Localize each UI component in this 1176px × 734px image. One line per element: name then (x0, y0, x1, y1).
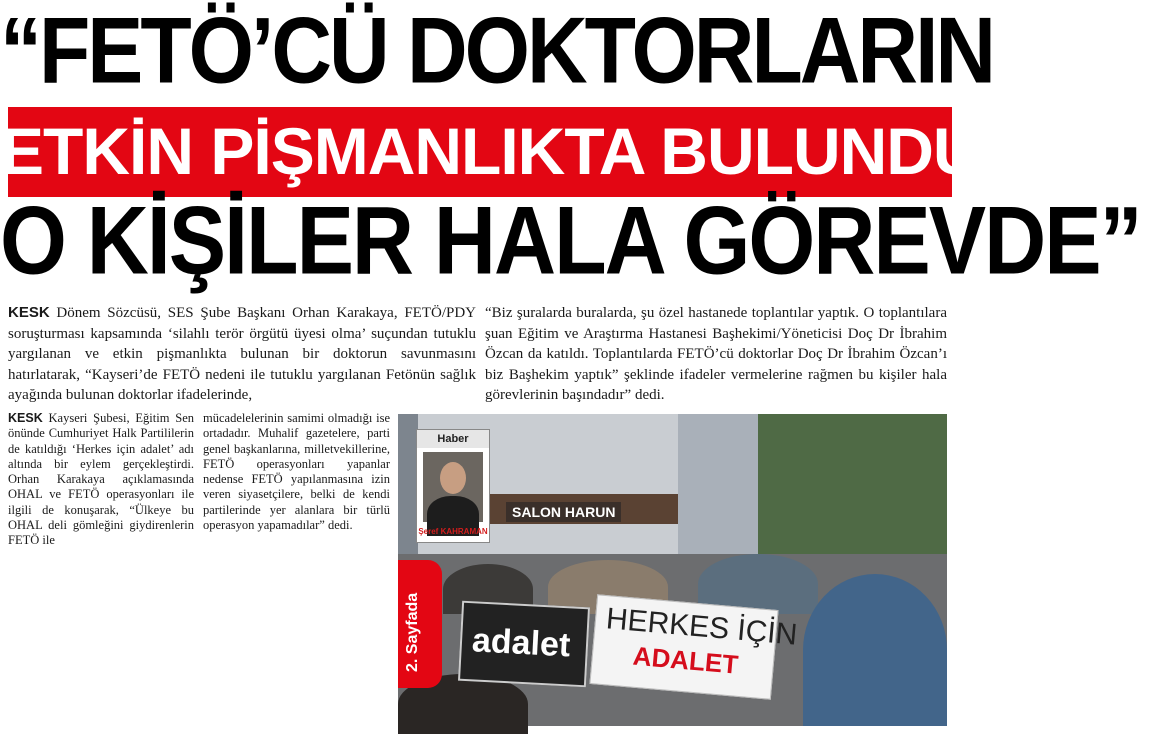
crowd-group-right (803, 574, 947, 726)
reporter-portrait (423, 452, 483, 522)
lead-right-text: “Biz şuralarda buralarda, şu özel hastanede toplantılar yaptık. O toplantılara şuan Eğitim ve Araştırma Hastanesi Başhekimi/Yöneticisi Doç Dr İbrahim Özcan da katıldı. Toplantılarda FETÖ’cü doktorlar Doç Dr İbrahim Özcan’ı biz Başhekim yaptık” şeklinde ifadeler vermelerine rağmen bu kişiler hala görevlerinin başındadır” dedi. (485, 305, 947, 403)
adalet-banner-dark (458, 601, 590, 688)
lead-paragraph-left (8, 303, 476, 406)
body-keyword: KESK (8, 411, 43, 425)
haber-label: Haber (417, 430, 489, 448)
herkes-icin-adalet-banner (589, 594, 799, 700)
body-column-2-text: mücadelelerinin samimi olmadığı ise ortadadır. Muhalif gazetelere, parti genel başkanlarına, milletvekillerine, FETÖ operasyonları yapanlar nedense FETÖ yapılanmasına izin veren siyasetçilere, belki de kendi partilerinde yer alanlara bir türlü operasyon yapamadılar” dedi. (203, 411, 390, 533)
lead-paragraph-right (485, 303, 947, 406)
headline-line-2: ETKİN PİŞMANLIKTA BULUNDUKLARI (0, 114, 1176, 188)
reporter-byline: Şeref KAHRAMAN (418, 527, 488, 536)
protest-photo (398, 414, 947, 726)
body-column-1 (8, 411, 194, 549)
lead-left-text: Dönem Sözcüsü, SES Şube Başkanı Orhan Karakaya, FETÖ/PDY soruşturması kapsamında ‘silahlı terör örgütü üyesi olma’ suçundan tutuklu yargılanan ve etkin pişmanlıkta bulunan bir doktorun savunmasını hatırlatarak, “Kayseri’de FETÖ nedeni ile tutuklu yargılanan Fetönün sağlık ayağında bulunan doktorlar ifadelerinde, (8, 305, 476, 403)
headline-line-3: O KİŞİLER HALA GÖREVDE” (0, 187, 1141, 295)
adalet-banner-text: adalet (471, 621, 572, 665)
page-reference-tab[interactable] (398, 560, 442, 688)
banner-line-1: HERKES İÇİN (604, 602, 799, 652)
reporter-box (416, 429, 490, 543)
headline-line-1: “FETÖ’CÜ DOKTORLARIN (0, 0, 994, 103)
body-column-1-text: Kayseri Şubesi, Eğitim Sen önünde Cumhuriyet Halk Partililerin de katıldığı ‘Herkes için adalet’ adı altında bir eylem gerçekleştirdi. Orhan Karakaya açıklamasında OHAL ve FETÖ operasyonları ile ilgili de konuşarak, “Ülkeye bu OHAL deli gömleğini giydirenlerin FETÖ ile (8, 411, 194, 548)
page-reference-text: 2. Sayfada (404, 592, 421, 672)
banner-line-2: ADALET (631, 640, 740, 680)
trees (758, 414, 947, 574)
portrait-head (440, 462, 466, 494)
body-column-2 (203, 411, 390, 533)
shop-sign: SALON HARUN (506, 502, 621, 522)
lead-keyword: KESK (8, 304, 50, 321)
